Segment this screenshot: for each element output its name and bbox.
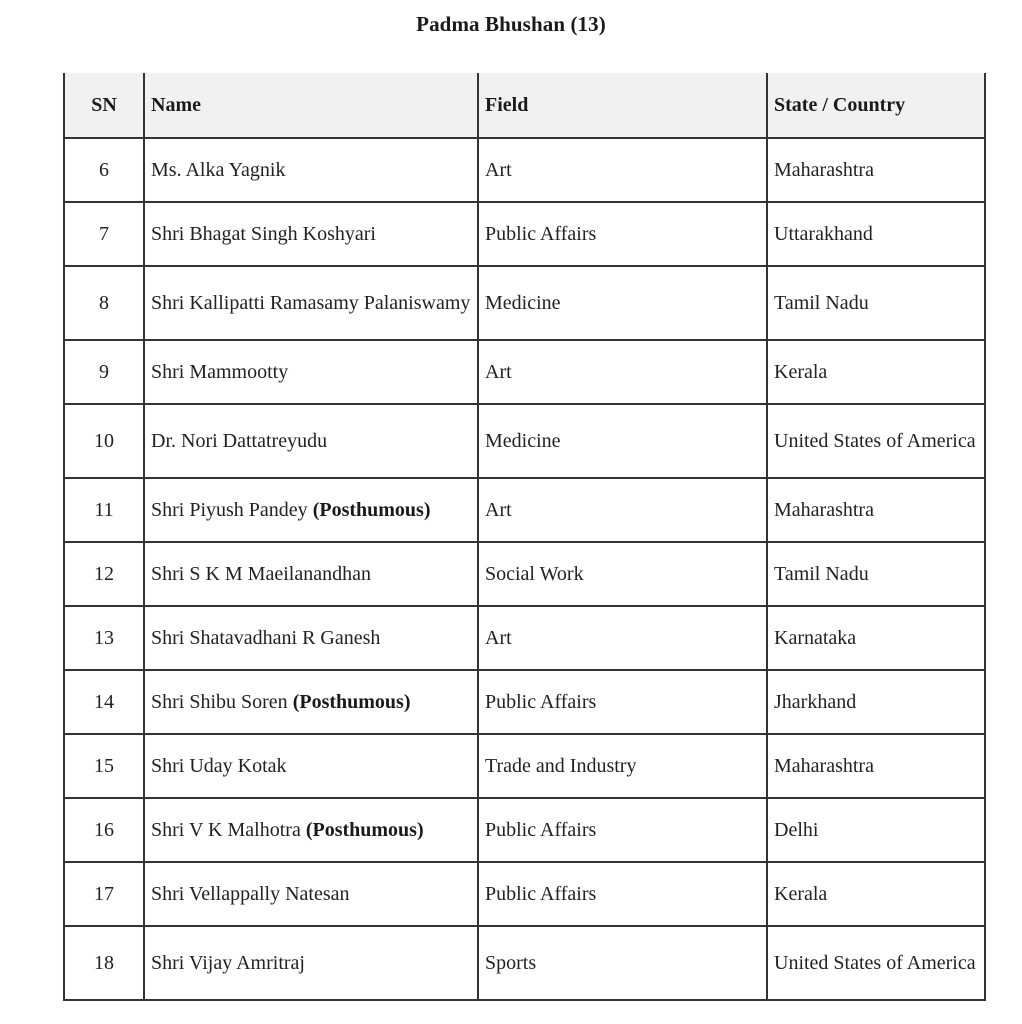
awardee-name: Shri Uday Kotak bbox=[151, 755, 287, 777]
cell-state-country: Tamil Nadu bbox=[767, 542, 985, 606]
posthumous-label: (Posthumous) bbox=[292, 691, 411, 713]
cell-state-country: Maharashtra bbox=[767, 734, 985, 798]
cell-name bbox=[144, 606, 478, 670]
page-title: Padma Bhushan (13) bbox=[416, 12, 606, 36]
cell-field: Medicine bbox=[478, 404, 767, 478]
cell-state-country: Delhi bbox=[767, 798, 985, 862]
awardee-name: Shri V K Malhotra bbox=[151, 819, 301, 841]
cell-field: Public Affairs bbox=[478, 670, 767, 734]
column-header-sn: SN bbox=[64, 73, 144, 138]
awardee-name: Shri Shatavadhani R Ganesh bbox=[151, 627, 381, 649]
cell-sn: 12 bbox=[64, 542, 144, 606]
table-row bbox=[64, 926, 985, 1000]
cell-name bbox=[144, 340, 478, 404]
table-row bbox=[64, 542, 985, 606]
cell-state-country: Tamil Nadu bbox=[767, 266, 985, 340]
table-row bbox=[64, 138, 985, 202]
table-row bbox=[64, 266, 985, 340]
awardee-name: Shri Bhagat Singh Koshyari bbox=[151, 223, 376, 245]
cell-state-country: Jharkhand bbox=[767, 670, 985, 734]
posthumous-label: (Posthumous) bbox=[305, 819, 424, 841]
cell-name bbox=[144, 734, 478, 798]
cell-sn: 8 bbox=[64, 266, 144, 340]
awardees-table bbox=[63, 73, 986, 1001]
awardee-name: Shri Shibu Soren bbox=[151, 691, 288, 713]
cell-sn: 6 bbox=[64, 138, 144, 202]
cell-state-country: Kerala bbox=[767, 340, 985, 404]
cell-sn: 9 bbox=[64, 340, 144, 404]
cell-state-country: Maharashtra bbox=[767, 138, 985, 202]
cell-name bbox=[144, 862, 478, 926]
table-row bbox=[64, 478, 985, 542]
cell-sn: 18 bbox=[64, 926, 144, 1000]
cell-name bbox=[144, 266, 478, 340]
cell-field: Medicine bbox=[478, 266, 767, 340]
cell-field: Trade and Industry bbox=[478, 734, 767, 798]
cell-field: Sports bbox=[478, 926, 767, 1000]
table-header-row bbox=[64, 73, 985, 138]
cell-field: Social Work bbox=[478, 542, 767, 606]
column-header-name: Name bbox=[144, 73, 478, 138]
cell-sn: 15 bbox=[64, 734, 144, 798]
cell-state-country: United States of America bbox=[767, 404, 985, 478]
cell-name bbox=[144, 202, 478, 266]
table-row bbox=[64, 606, 985, 670]
cell-sn: 14 bbox=[64, 670, 144, 734]
cell-field: Art bbox=[478, 478, 767, 542]
awardee-name: Shri Kallipatti Ramasamy Palaniswamy bbox=[151, 292, 471, 314]
awardee-name: Shri Vellappally Natesan bbox=[151, 883, 350, 905]
awardee-name: Shri Mammootty bbox=[151, 361, 289, 383]
cell-name bbox=[144, 478, 478, 542]
cell-state-country: Maharashtra bbox=[767, 478, 985, 542]
table-row bbox=[64, 404, 985, 478]
cell-name bbox=[144, 404, 478, 478]
awardee-name: Dr. Nori Dattatreyudu bbox=[151, 430, 328, 452]
cell-sn: 7 bbox=[64, 202, 144, 266]
cell-sn: 10 bbox=[64, 404, 144, 478]
cell-field: Art bbox=[478, 138, 767, 202]
cell-state-country: Kerala bbox=[767, 862, 985, 926]
awardee-name: Shri Vijay Amritraj bbox=[151, 952, 305, 974]
column-header-state: State / Country bbox=[767, 73, 985, 138]
cell-state-country: United States of America bbox=[767, 926, 985, 1000]
table-row bbox=[64, 202, 985, 266]
cell-field: Public Affairs bbox=[478, 862, 767, 926]
table-row bbox=[64, 798, 985, 862]
column-header-field: Field bbox=[478, 73, 767, 138]
table-row bbox=[64, 340, 985, 404]
cell-field: Public Affairs bbox=[478, 798, 767, 862]
cell-name bbox=[144, 138, 478, 202]
cell-field: Art bbox=[478, 606, 767, 670]
cell-sn: 17 bbox=[64, 862, 144, 926]
cell-name bbox=[144, 798, 478, 862]
cell-field: Art bbox=[478, 340, 767, 404]
table-row bbox=[64, 862, 985, 926]
awardee-name: Ms. Alka Yagnik bbox=[151, 159, 286, 181]
cell-state-country: Karnataka bbox=[767, 606, 985, 670]
cell-name bbox=[144, 542, 478, 606]
cell-field: Public Affairs bbox=[478, 202, 767, 266]
cell-sn: 13 bbox=[64, 606, 144, 670]
cell-state-country: Uttarakhand bbox=[767, 202, 985, 266]
cell-name bbox=[144, 926, 478, 1000]
awardee-name: Shri S K M Maeilanandhan bbox=[151, 563, 371, 585]
cell-sn: 11 bbox=[64, 478, 144, 542]
awardee-name: Shri Piyush Pandey bbox=[151, 499, 308, 521]
posthumous-label: (Posthumous) bbox=[312, 499, 431, 521]
cell-name bbox=[144, 670, 478, 734]
table-row bbox=[64, 734, 985, 798]
table-row bbox=[64, 670, 985, 734]
cell-sn: 16 bbox=[64, 798, 144, 862]
